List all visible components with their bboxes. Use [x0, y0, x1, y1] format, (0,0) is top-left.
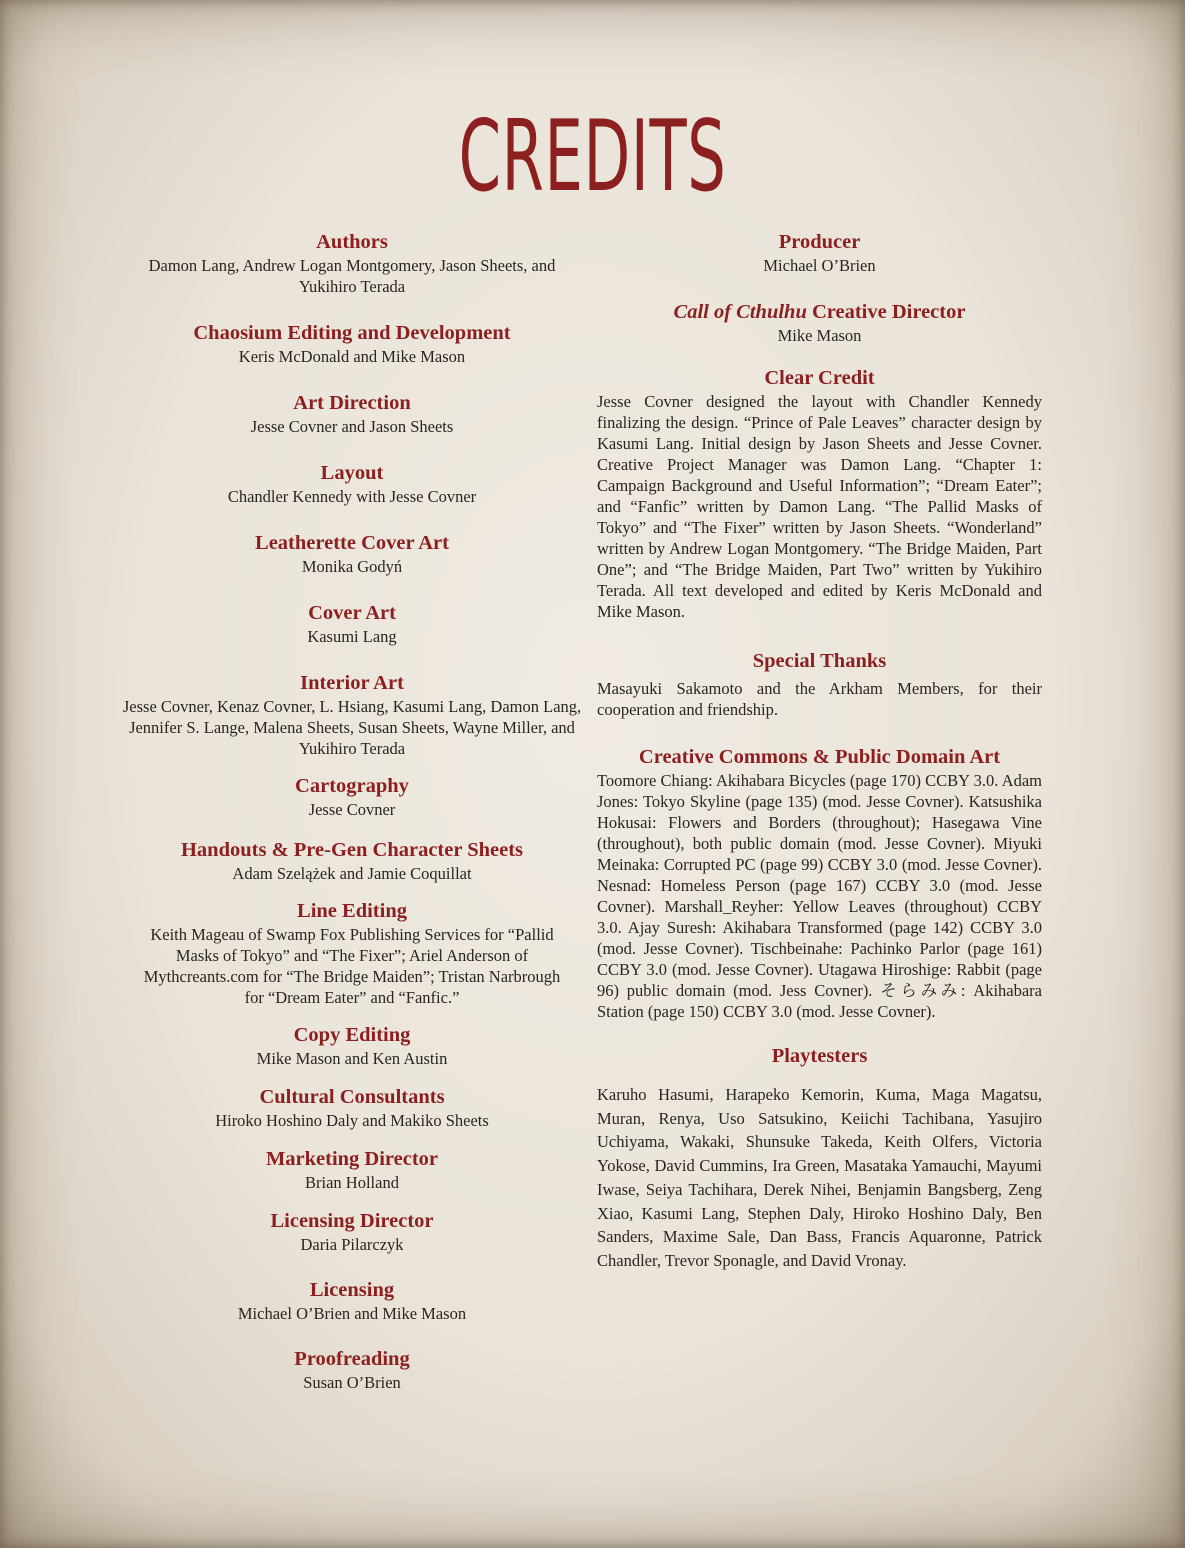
section-text: Michael O’Brien [763, 256, 876, 275]
section-text: Mike Mason and Ken Austin [256, 1049, 448, 1068]
credit-section-licensing [110, 1277, 594, 1324]
credit-section-proofreading [110, 1346, 594, 1393]
section-heading: Authors [316, 231, 388, 253]
credit-section-clear-credit [597, 365, 1042, 622]
section-heading: Copy Editing [293, 1024, 411, 1046]
section-heading: Handouts & Pre-Gen Character Sheets [180, 839, 523, 861]
section-text: Hiroko Hoshino Daly and Makiko Sheets [215, 1111, 489, 1130]
section-heading: Clear Credit [764, 367, 875, 389]
right-column [597, 229, 1042, 1273]
credit-section-creative-commons [597, 744, 1042, 1022]
credit-section-authors [110, 229, 594, 297]
section-text: Damon Lang, Andrew Logan Montgomery, Jason Sheets, and Yukihiro Terada [148, 256, 556, 296]
section-text: Brian Holland [305, 1173, 399, 1192]
page-title: CREDITS [458, 100, 727, 214]
section-heading: Line Editing [297, 900, 407, 922]
section-text: Jesse Covner [308, 800, 396, 819]
credit-section-creative-director [597, 299, 1042, 346]
section-text: Keris McDonald and Mike Mason [238, 347, 466, 366]
section-heading: Leatherette Cover Art [255, 532, 449, 554]
credit-section-cultural [110, 1084, 594, 1131]
credit-section-playtesters [597, 1043, 1042, 1273]
credit-section-layout [110, 460, 594, 507]
section-heading: Proofreading [294, 1348, 410, 1370]
section-text: Keith Mageau of Swamp Fox Publishing Services for “Pallid Masks of Tokyo” and “The Fixer”; Ariel Anderson of Mythcreants.com for “The Bridge Maiden”; Tristan Narbrough for “Dream Eater” and “Fanfic.” [143, 925, 561, 1007]
credit-section-line-editing [110, 898, 594, 1008]
section-text: Jesse Covner and Jason Sheets [250, 417, 454, 436]
credit-section-leatherette [110, 530, 594, 577]
credit-section-editing [110, 320, 594, 367]
credit-section-producer [597, 229, 1042, 276]
section-text: Jesse Covner, Kenaz Covner, L. Hsiang, Kasumi Lang, Damon Lang, Jennifer S. Lange, Malena Sheets, Susan Sheets, Wayne Miller, and Yukihiro Terada [122, 697, 582, 758]
section-heading: Cartography [295, 775, 409, 797]
section-heading: Creative Commons & Public Domain Art [638, 746, 1001, 768]
section-text: Karuho Hasumi, Harapeko Kemorin, Kuma, Maga Magatsu, Muran, Renya, Uso Satsukino, Keiichi Tachibana, Yasujiro Uchiyama, Wakaki, Shunsuke Takeda, Keith Olfers, Victoria Yokose, David Cummins, Ira Green, Masataka Yamauchi, Mayumi Iwase, Seiya Tachihara, Derek Nihei, Benjamin Bangsberg, Zeng Xiao, Kasumi Lang, Stephen Daly, Hiroko Hoshino Daly, Ben Sanders, Maxime Sale, Dan Bass, Francis Aquaronne, Patrick Chandler, Trevor Sponagle, and David Vronay. [597, 1085, 1042, 1270]
section-text: Michael O’Brien and Mike Mason [237, 1304, 467, 1323]
section-text: Toomore Chiang: Akihabara Bicycles (page 170) CCBY 3.0. Adam Jones: Tokyo Skyline (page 135) (mod. Jesse Covner). Katsushika Hokusai: Flowers and Borders (throughout); Hasegawa Vine (throughout), both public domain (mod. Jesse Covner). Miyuki Meinaka: Corrupted PC (page 99) CCBY 3.0 (mod. Jesse Covner). Nesnad: Homeless Person (page 167) CCBY 3.0 (mod. Jesse Covner). Marshall_Reyher: Yellow Leaves (throughout) CCBY 3.0. Ajay Suresh: Akihabara Transformed (page 142) CCBY 3.0 (mod. Jesse Covner). Tischbeinahe: Pachinko Parlor (page 161) CCBY 3.0 (mod. Jesse Covner). Utagawa Hiroshige: Rabbit (page 96) public domain (mod. Jess Covner). そらみみ: Akihabara Station (page 150) CCBY 3.0 (mod. Jesse Covner). [597, 771, 1042, 1021]
section-heading: Chaosium Editing and Development [193, 322, 511, 344]
credit-section-special-thanks [597, 648, 1042, 720]
credit-section-licensing-director [110, 1208, 594, 1255]
credit-section-cartography [110, 773, 594, 820]
section-heading [597, 299, 1042, 325]
section-text: Kasumi Lang [307, 627, 397, 646]
section-heading: Licensing [309, 1279, 395, 1301]
section-heading: Producer [778, 231, 861, 253]
credit-section-interior-art [110, 670, 594, 759]
section-heading: Licensing Director [270, 1210, 434, 1232]
left-column [110, 229, 594, 1393]
section-heading: Playtesters [771, 1045, 868, 1067]
section-text: Daria Pilarczyk [300, 1235, 404, 1254]
credit-section-handouts [110, 837, 594, 884]
section-heading: Special Thanks [752, 650, 887, 672]
section-heading: Layout [320, 462, 384, 484]
credit-section-cover-art [110, 600, 594, 647]
heading-rest: Creative Director [806, 301, 966, 323]
section-text: Adam Szelążek and Jamie Coquillat [232, 864, 472, 883]
credit-section-art-direction [110, 390, 594, 437]
heading-italic-part: Call of Cthulhu [673, 301, 807, 323]
section-heading: Art Direction [293, 392, 411, 414]
section-text: Chandler Kennedy with Jesse Covner [227, 487, 477, 506]
section-heading: Interior Art [300, 672, 404, 694]
section-text: Mike Mason [777, 326, 862, 345]
credit-section-marketing [110, 1146, 594, 1193]
credit-section-copy-editing [110, 1022, 594, 1069]
section-heading: Cultural Consultants [259, 1086, 445, 1108]
section-text: Masayuki Sakamoto and the Arkham Members, for their cooperation and friendship. [597, 679, 1042, 719]
section-heading: Cover Art [308, 602, 396, 624]
section-text: Susan O’Brien [303, 1373, 401, 1392]
section-text: Monika Godyń [301, 557, 403, 576]
section-heading: Marketing Director [265, 1148, 439, 1170]
section-text: Jesse Covner designed the layout with Chandler Kennedy finalizing the design. “Prince of Pale Leaves” character design by Kasumi Lang. Initial design by Jason Sheets and Jesse Covner. Creative Project Manager was Damon Lang. “Chapter 1: Campaign Background and Useful Information”; “Dream Eater”; and “Fanfic” written by Damon Lang. “The Pallid Masks of Tokyo” and “The Fixer” written by Jason Sheets. “Wonderland” written by Andrew Logan Montgomery. “The Bridge Maiden, Part One”; and “The Bridge Maiden, Part Two” written by Yukihiro Terada. All text developed and edited by Keris McDonald and Mike Mason. [597, 392, 1042, 621]
